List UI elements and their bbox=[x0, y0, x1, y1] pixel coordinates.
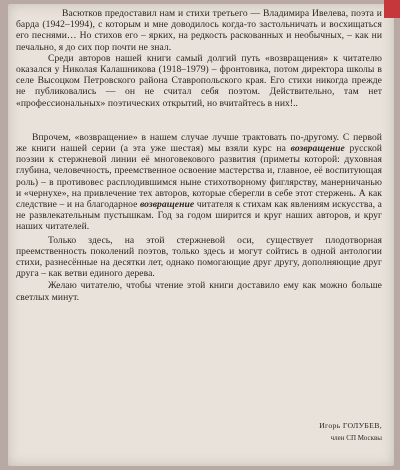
paragraph-2: Среди авторов нашей книги самый долгий путь «возвращения» к читателю оказался у Николая Калашникова (1918–1979) – фронтовика, потом директора школы в селе Высоцком Петровского района Ставропольского края. Его стихи никогда прежде не публиковались — он не считал себя поэтом. Действительно, там нет «профессиональных» поэтических открытий, но вчитайтесь в них!.. bbox=[16, 52, 382, 109]
signature-role: член СП Москвы bbox=[330, 434, 382, 442]
paragraph-5: Желаю читателю, чтобы чтение этой книги доставило ему как можно больше светлых минут. bbox=[16, 280, 382, 303]
signature-block bbox=[319, 420, 382, 444]
paragraph-1: Васютков предоставил нам и стихи третьего — Владимира Ивелева, поэта и барда (1942–1994), с которым и мне доводилось когда-то застольничать и восхищаться его песнями… Но стихов его – ярких, на редкость раскованных и необычных, – как ни печально, я до сих пор почти не знал. bbox=[16, 8, 382, 53]
paragraph-4: Только здесь, на этой стержневой оси, существует плодотворная преемственность поколений поэтов, только здесь и могут сойтись в одной антологии стихи, разнесённые на десятки лет, однако помогающие друг другу, дополняющие друг друга – как ветви единого дерева. bbox=[16, 234, 382, 280]
signature-name: Игорь ГОЛУБЕВ, bbox=[319, 421, 382, 430]
emphasis-vozvrashchenie-1: возвращение bbox=[290, 143, 345, 155]
page-text bbox=[16, 8, 382, 303]
paragraph-3-part-b: русской поэзии к стержневой линии её многовекового развития (приметы которой: духовная глубина, человечность, преемственное освоение мастерства и, главное, её воспитующая роль) – в противовес расплодившимся ныне стихотворному фиглярству, манерничанью и «чернухе», на привлечение тех авторов, которые сберегли в себе этот стержень. А как следствие – и на благодарное bbox=[16, 143, 382, 211]
book-cover-edge bbox=[384, 0, 400, 18]
paragraph-3 bbox=[16, 132, 382, 233]
paragraph-3-part-a: Впрочем, «возвращение» в нашем случае лучше трактовать по-другому. С первой же книги нашей серии (а эта уже шестая) мы взяли курс на bbox=[16, 131, 382, 155]
emphasis-vozvrashchenie-2: возвращение bbox=[139, 199, 195, 211]
paragraph-3-part-c: читателя к стихам как явлениям искусства, а не развлекательным пустышкам. Год за годом ширится и круг наших авторов, и круг наших читателей. bbox=[16, 199, 382, 233]
